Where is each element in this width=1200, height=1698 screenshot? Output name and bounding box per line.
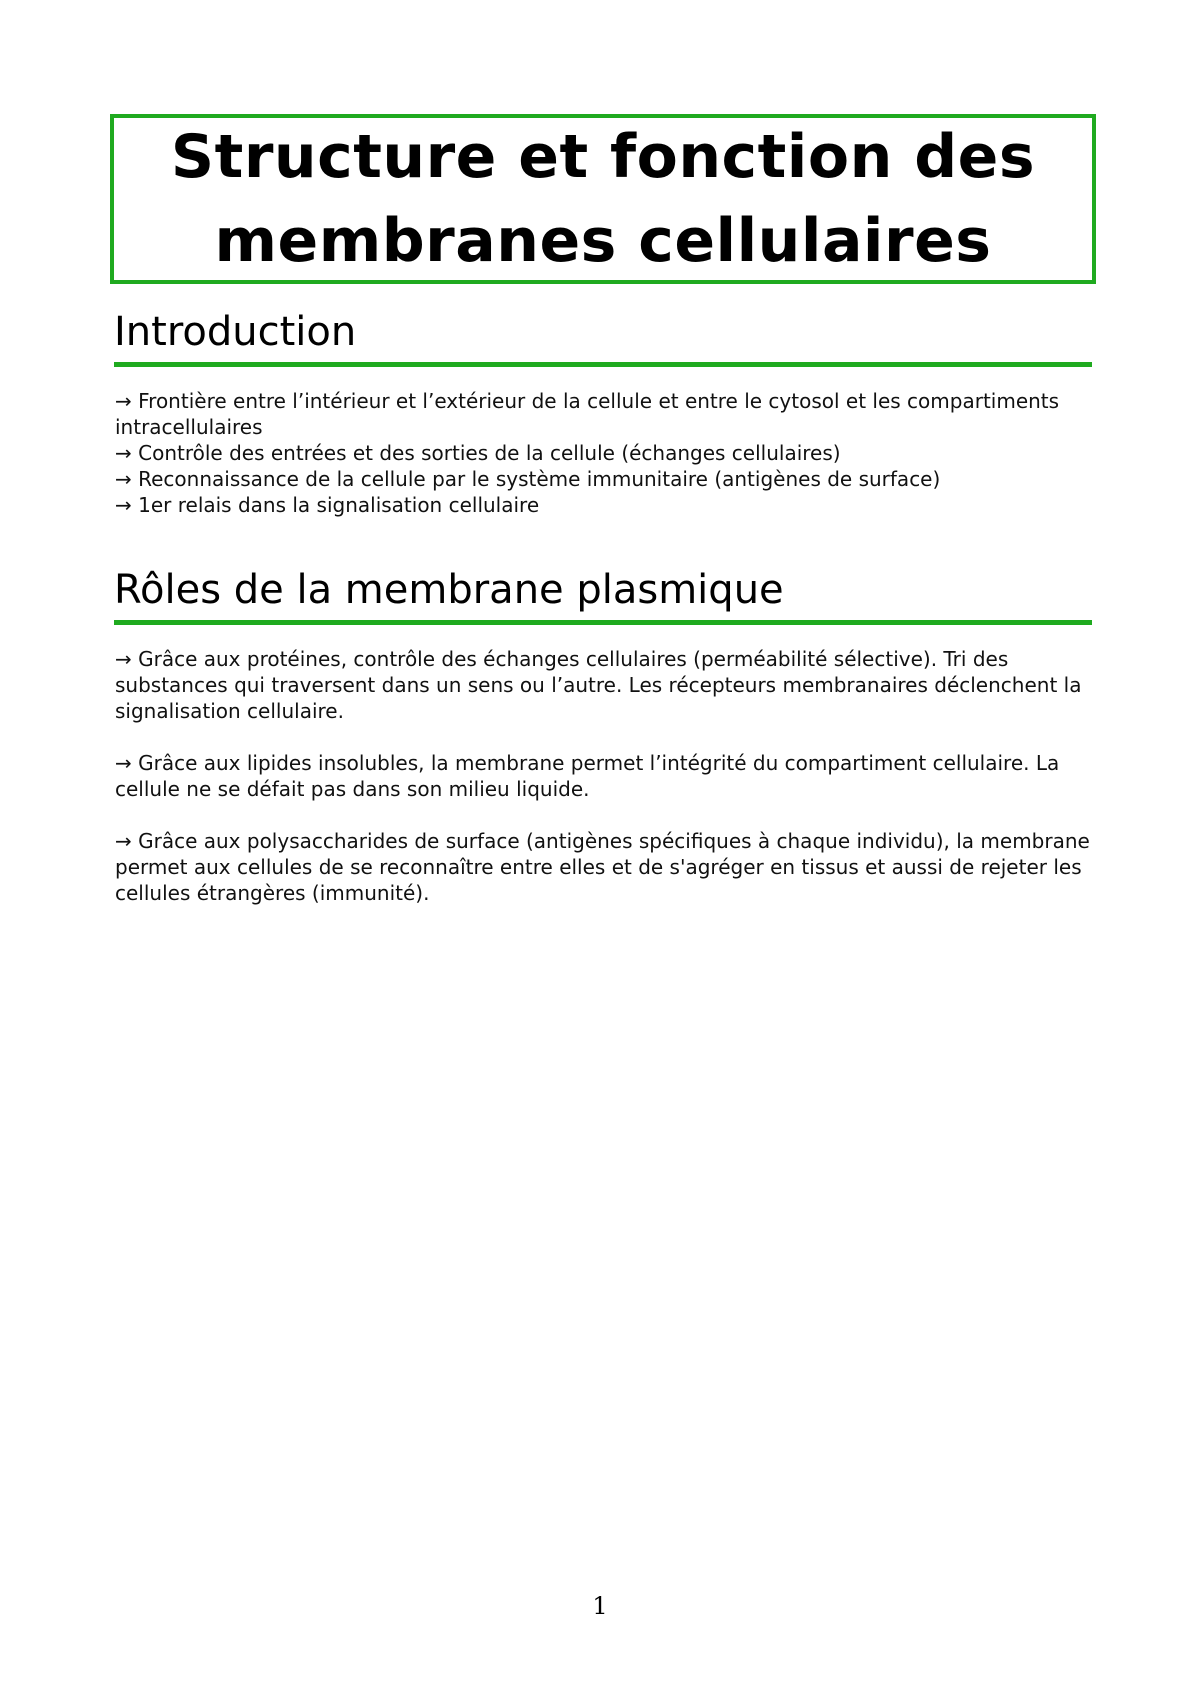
paragraph: → Grâce aux lipides insolubles, la membrane permet l’intégrité du compartiment cellulaire. La cellule ne se défait pas dans son milieu liquide.: [115, 751, 1060, 801]
paragraph: → Grâce aux polysaccharides de surface (antigènes spécifiques à chaque individu), la membrane permet aux cellules de se reconnaître entre elles et de s'agréger en tissus et aussi de rejeter les cellules étrangères (immunité).: [115, 829, 1090, 905]
page-number: 1: [592, 1592, 608, 1620]
title-box: [110, 114, 1096, 284]
list-item: → Reconnaissance de la cellule par le système immunitaire (antigènes de surface): [115, 467, 941, 491]
section-heading-introduction: Introduction: [114, 308, 1092, 367]
roles-paragraphs: [115, 646, 1095, 906]
list-item: → Frontière entre l’intérieur et l’extérieur de la cellule et entre le cytosol et les compartiments intracellulaires: [115, 389, 1060, 439]
section-heading-roles: Rôles de la membrane plasmique: [114, 566, 1092, 625]
paragraph: → Grâce aux protéines, contrôle des échanges cellulaires (perméabilité sélective). Tri des substances qui traversent dans un sens ou l’autre. Les récepteurs membranaires déclenchent la signalisation cellulaire.: [115, 647, 1082, 723]
list-item: → Contrôle des entrées et des sorties de la cellule (échanges cellulaires): [115, 441, 841, 465]
document-title: Structure et fonction des membranes cellulaires: [170, 122, 1036, 276]
list-item: → 1er relais dans la signalisation cellulaire: [115, 493, 540, 517]
introduction-list: [115, 388, 1095, 518]
